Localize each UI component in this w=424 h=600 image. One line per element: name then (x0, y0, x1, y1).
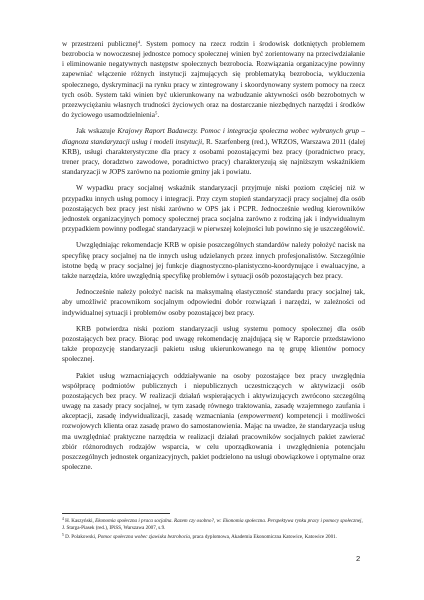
footnote-number: 5 (62, 533, 64, 538)
paragraph (62, 287, 365, 317)
paragraph (62, 183, 365, 234)
italic-text: Ekonomia społeczna. Perspektywa rynku pracy i pomocy społecznej (222, 518, 362, 524)
footnote (62, 534, 365, 541)
text-run: W wypadku pracy socjalnej wskaźnik standaryzacji przyjmuje niski poziom częściej niż w przypadku innych usług pomocy i integracji. Przy czym stopień standaryzacji pracy socjalnej dla osób pozostających bez pracy jest niski zarówno w OPS jak i PCPR. Jednocześnie według kierowników jednostek organizacyjnych pomocy społecznej praca socjalna zarówno z rodziną jak i indywidualnym przypadkiem powinny podlegać standaryzacji w pierwszej kolejności lub powinno się je uszczegółowić. (62, 184, 365, 234)
footnote-reference: 5 (155, 110, 158, 116)
text-run: , praca dyplomowa, Akademia Ekonomiczna Katowice, Katowice 2001. (189, 534, 337, 541)
text-run: , w: (213, 518, 223, 524)
footnote (62, 518, 365, 533)
text-run: Jak wskazuje (76, 127, 118, 136)
text-run: R. Szarfenberg (red.), WRZOS, Warszawa 2011 (dalej KRB), usługi charakterystyczne dla pracy z osobami pozostającymi bez pracy (poradnictwo pracy, trener pracy, doradztwo zawodowe, poradnictwo pracy) charakteryzują się najniższym wskaźnikiem standaryzacji w JOPS zarówno na poziomie gminy jak i powiatu. (62, 137, 365, 177)
paragraph (62, 126, 365, 177)
text-run: H. Kaszyński, (65, 518, 96, 524)
text-run: w przestrzeni publicznej (62, 40, 138, 48)
text-run: . System pomocy na rzecz rodzin i środowisk dotkniętych problemem bezrobocia w nowoczesnej jednostce pomocy społecznej winien być zorientowany na przeciwdziałanie i eliminowanie negatywnych następstw społecznych bezrobocia. Rozwiązania organizacyjne powinny zapewniać włączenie różnych instytucji zajmujących się problematyką bezrobocia, wykluczenia społecznego, dyskryminacji na rynku pracy w zintegrowany i skoordynowany system pomocy na rzecz tych osób. System taki winien być ukierunkowany na wzbudzanie aktywności osób bezrobotnych w przezwyciężaniu własnych trudności życiowych oraz na dostarczanie niezbędnych narzędzi i środków do życiowego usamodzielnienia (62, 40, 365, 120)
footnotes-section (62, 513, 365, 543)
footnote-separator (62, 513, 170, 514)
text-run: . (157, 111, 160, 120)
text-run: Pakiet usług wzmacniających oddziaływanie na osoby pozostające bez pracy uwzględnia współpracę podmiotów publicznych i niepublicznych uczestniczących w aktywizacji osób pozostających bez pracy. W realizacji działań wspierających i aktywizujących zwrócono szczególną uwagę na zasady pracy socjalnej, w tym zasadę równego traktowania, zasadę wzajemnego zaufania i akceptacji, zasadę indywidualizacji, zasadę wzmacniania ( (62, 371, 365, 421)
page-number: 2 (356, 554, 361, 563)
body-text (62, 39, 365, 478)
text-run: Jednocześnie należy położyć nacisk na maksymalną elastyczność standardu pracy socjalnej tak, aby umożliwić pracownikom socjalnym odpowiedni dobór rozwiązań i narzędzi, w zależności od indywidualnej sytuacji i problemów osoby pozostającej bez pracy. (62, 288, 365, 317)
italic-text: Pomoc społeczna wobec zjawiska bezrobocia (97, 534, 190, 541)
italic-text: Ekonomia społeczna i praca socjalna. Razem czy osobno? (95, 518, 214, 524)
text-run: Uwzględniając rekomendacje KRB w opisie poszczególnych standardów należy położyć nacisk na specyfikę pracy socjalnej na tle innych usług udzielanych przez innych profesjonalistów. Szczególnie istotne będą w pracy socjalnej jej funkcje diagnostyczno-planistyczno-koordynujące i ewaluacyjne, a także narzędzia, które uwzględnią specyfikę problemów i sytuacji osób pozostających bez pracy. (62, 241, 365, 280)
text-run: ) kompetencji i możliwości rozwojowych klienta oraz zasadę prawo do samostanowienia. Mając na uwadze, że standaryzacja usług ma uwzględniać praktyczne narzędzia w realizacji działań pracowników socjalnych pakiet zawierać zbiór różnorodnych rodzajów wsparcia, w celu uporządkowania i uwzględnienia potencjału poszczególnych jednostek organizacyjnych, pakiet podzielono na usługi obowiązkowe i optymalne oraz społeczne. (62, 412, 365, 472)
italic-text: empowerment (240, 412, 281, 421)
paragraph (62, 324, 365, 365)
footnote-list (62, 518, 365, 541)
footnote-number: 4 (62, 517, 64, 522)
paragraph (62, 240, 365, 281)
italic-text: Krajowy Raport Badawczy. Pomoc i integracja społeczna wobec wybranych grup – diagnoza standaryzacji usług i modeli instytucji, (62, 127, 366, 146)
text-run: KRB potwierdza niski poziom standaryzacji usług systemu pomocy społecznej dla osób pozostających bez pracy. Biorąc pod uwagę rekomendację znajdującą się w Raporcie przedstawiono także propozycję standaryzacji pakietu usług ukierunkowanego na tę grupę klientów pomocy społecznej. (62, 324, 365, 364)
footnote-reference: 4 (137, 39, 141, 45)
text-run: , J. Starga-Piasek (red.), IPiSS, Warszawa 2007, s.9. (62, 518, 363, 532)
paragraph (62, 371, 365, 473)
text-run: D. Polakowski, (65, 534, 98, 541)
paragraph (62, 39, 365, 120)
